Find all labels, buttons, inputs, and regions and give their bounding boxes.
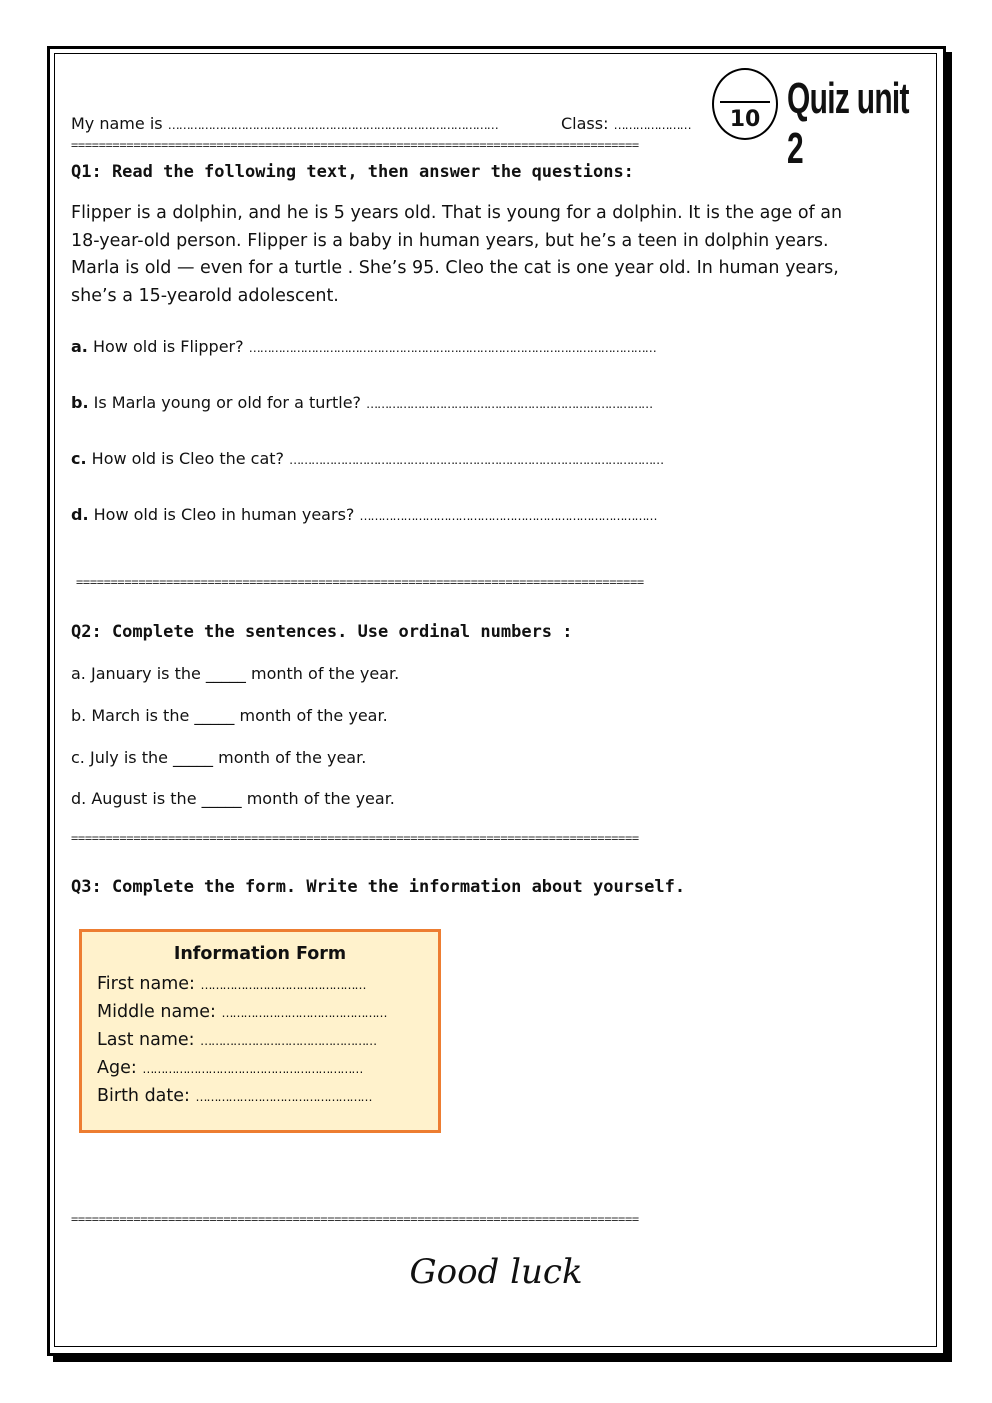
q1-question-d (71, 505, 656, 524)
q1-question-b (71, 393, 652, 412)
question-letter: d. (71, 505, 89, 524)
form-title: Information Form (173, 944, 347, 964)
passage-line-2: 18-year-old person. Flipper is a baby in human years, but he’s a teen in dolphin years. (71, 231, 829, 251)
q2-sentence-b: b. March is the _____ month of the year. (71, 706, 388, 725)
question-text: Is Marla young or old for a turtle? (93, 393, 362, 412)
separator-3: ================================================================================== (71, 831, 639, 845)
form-field-birth-date (97, 1086, 372, 1106)
passage-line-1: Flipper is a dolphin, and he is 5 years old. That is young for a dolphin. It is the age of an (71, 203, 843, 223)
answer-blank[interactable]: …………………………………………………………………… (366, 397, 653, 411)
answer-blank[interactable]: ………………………………………………………………………………………………… (248, 341, 656, 355)
form-field-first-name (97, 974, 366, 994)
name-line (71, 114, 498, 133)
q2-sentence-c: c. July is the _____ month of the year. (71, 748, 367, 767)
question-text: How old is Cleo in human years? (93, 505, 355, 524)
information-form (79, 929, 441, 1133)
question-text: How old is Flipper? (92, 337, 244, 356)
q3-heading: Q3: Complete the form. Write the information about yourself. (71, 877, 686, 897)
separator-1: ================================================================================== (71, 138, 639, 152)
field-label: Middle name: (97, 1002, 216, 1022)
form-field-last-name (97, 1030, 376, 1050)
q1-question-c (71, 449, 663, 468)
field-blank[interactable]: ……………………………………… (200, 978, 366, 992)
q2-sentence-d: d. August is the _____ month of the year. (71, 789, 395, 808)
form-field-middle-name (97, 1002, 386, 1022)
passage-line-3: Marla is old — even for a turtle . She’s 95. Cleo the cat is one year old. In human years, (71, 258, 839, 278)
q2-sentence-a: a. January is the _____ month of the year. (71, 664, 400, 683)
field-blank[interactable]: ………………………………………… (195, 1090, 372, 1104)
name-blank[interactable]: ……………………………………………………………………………… (167, 118, 498, 132)
score-total: 10 (729, 107, 761, 132)
answer-blank[interactable]: ……………………………………………………………………… (359, 509, 657, 523)
field-label: Age: (97, 1058, 137, 1078)
question-letter: c. (71, 449, 87, 468)
q1-question-a (71, 337, 656, 356)
answer-blank[interactable]: ………………………………………………………………………………………… (289, 453, 664, 467)
question-text: How old is Cleo the cat? (91, 449, 285, 468)
field-blank[interactable]: ………………………………………… (200, 1034, 377, 1048)
field-label: Birth date: (97, 1086, 190, 1106)
passage-line-4: she’s a 15-yearold adolescent. (71, 286, 339, 306)
class-blank[interactable]: ………………… (613, 118, 691, 132)
field-blank[interactable]: ……………………………………… (221, 1006, 387, 1020)
field-label: Last name: (97, 1030, 195, 1050)
class-line (561, 114, 691, 133)
q2-heading: Q2: Complete the sentences. Use ordinal numbers : (71, 622, 573, 642)
question-letter: b. (71, 393, 89, 412)
field-label: First name: (97, 974, 195, 994)
form-field-age (97, 1058, 362, 1078)
separator-2: ================================================================================== (76, 575, 644, 589)
quiz-title: Quiz unit 2 (787, 74, 909, 173)
score-divider (720, 101, 770, 103)
q1-heading: Q1: Read the following text, then answer the questions: (71, 162, 634, 182)
separator-4: ================================================================================== (71, 1212, 639, 1226)
question-letter: a. (71, 337, 88, 356)
name-label: My name is (71, 114, 163, 133)
field-blank[interactable]: …………………………………………………… (142, 1062, 363, 1076)
class-label: Class: (561, 114, 609, 133)
good-luck-message: Good luck (409, 1252, 583, 1292)
